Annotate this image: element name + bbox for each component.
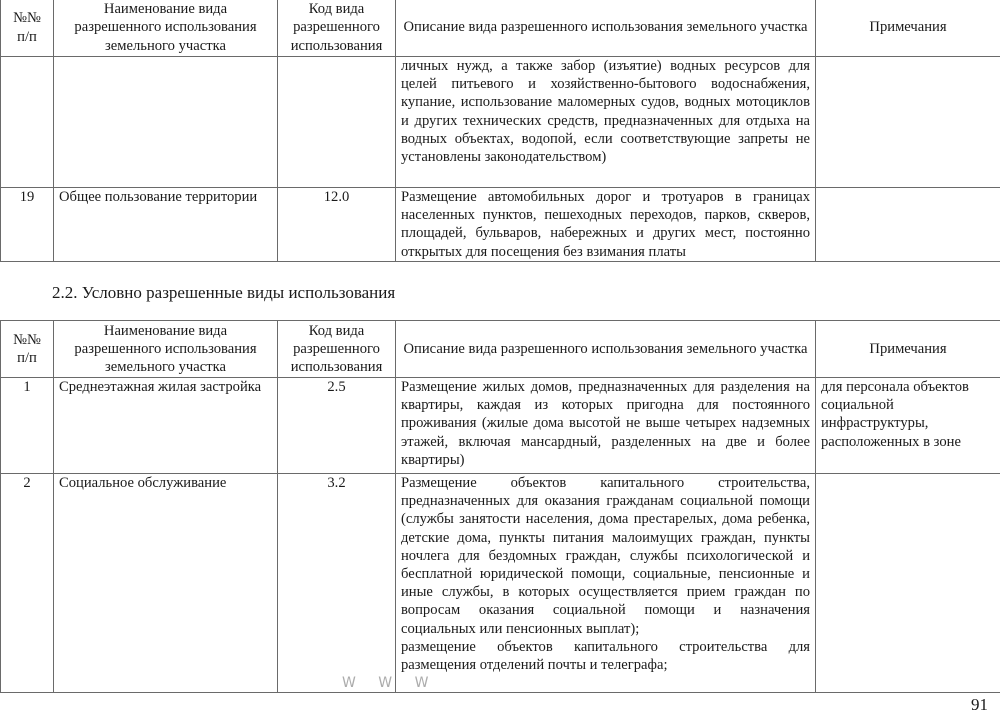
table-row bbox=[1, 474, 1000, 693]
cell-num: 2 bbox=[1, 474, 54, 693]
page-number: 91 bbox=[971, 695, 988, 715]
cell-notes bbox=[816, 57, 1000, 188]
table-header-row bbox=[1, 321, 1000, 378]
header-description: Описание вида разрешенного использования земельного участка bbox=[396, 0, 816, 57]
cell-code: 12.0 bbox=[278, 188, 396, 262]
header-name: Наименование вида разрешенного использования земельного участка bbox=[54, 0, 278, 57]
cell-description bbox=[396, 474, 816, 693]
table-header-row bbox=[1, 0, 1000, 57]
header-num: №№ п/п bbox=[1, 321, 54, 378]
conditional-uses-table bbox=[0, 320, 1000, 693]
cell-description bbox=[396, 188, 816, 262]
description-text: личных нужд, а также забор (изъятие) водных ресурсов для целей питьевого и хозяйственно-бытового водоснабжения, купание, использование маломерных судов, водных мотоциклов и других технических средств, предназначенных для отдыха на водных объектах, водопой, если соответствующие запреты не установлены законодательством) bbox=[401, 57, 810, 166]
header-notes: Примечания bbox=[816, 321, 1000, 378]
table-row bbox=[1, 378, 1000, 474]
cell-code: 2.5 bbox=[278, 378, 396, 474]
header-code: Код вида разрешенного использования bbox=[278, 321, 396, 378]
cell-num: 1 bbox=[1, 378, 54, 474]
table-row bbox=[1, 188, 1000, 262]
description-paragraph: размещение объектов капитального строительства для размещения отделений почты и телеграфа; bbox=[401, 638, 810, 674]
description-text: Размещение автомобильных дорог и тротуаров в границах населенных пунктов, пешеходных переходов, парков, скверов, площадей, бульваров, набережных и других мест, постоянно открытых для посещения без взимания платы bbox=[401, 188, 810, 261]
header-code: Код вида разрешенного использования bbox=[278, 0, 396, 57]
cell-num: 19 bbox=[1, 188, 54, 262]
cell-name bbox=[54, 57, 278, 188]
cell-name: Среднеэтажная жилая застройка bbox=[54, 378, 278, 474]
watermark: W W W bbox=[342, 675, 437, 691]
description-paragraph: Размещение объектов капитального строительства, предназначенных для оказания гражданам социальной помощи (службы занятости населения, дома престарелых, дома ребенка, детские дома, пункты питания малоимущих граждан, пункты ночлега для бездомных граждан, службы психологической и бесплатной юридической помощи, социальные, пенсионные и иные службы, в которых осуществляется прием граждан по вопросам оказания социальной помощи и назначения социальных или пенсионных выплат); bbox=[401, 474, 810, 638]
header-name: Наименование вида разрешенного использования земельного участка bbox=[54, 321, 278, 378]
cell-description bbox=[396, 378, 816, 474]
section-heading: 2.2. Условно разрешенные виды использования bbox=[52, 283, 395, 303]
cell-description bbox=[396, 57, 816, 188]
header-description: Описание вида разрешенного использования земельного участка bbox=[396, 321, 816, 378]
permitted-uses-table bbox=[0, 0, 1000, 262]
cell-num bbox=[1, 57, 54, 188]
cell-notes bbox=[816, 188, 1000, 262]
table-row bbox=[1, 57, 1000, 188]
cell-code: 3.2 bbox=[278, 474, 396, 693]
header-notes: Примечания bbox=[816, 0, 1000, 57]
cell-name: Социальное обслуживание bbox=[54, 474, 278, 693]
cell-notes bbox=[816, 474, 1000, 693]
cell-code bbox=[278, 57, 396, 188]
cell-name: Общее пользование территории bbox=[54, 188, 278, 262]
description-text: Размещение жилых домов, предназначенных для разделения на квартиры, каждая из которых пригодна для постоянного проживания (жилые дома высотой не выше четырех надземных этажей, включая мансардный, разделенных на две и более квартиры) bbox=[401, 378, 810, 469]
cell-notes: для персонала объектов социальной инфраструктуры, расположенных в зоне bbox=[816, 378, 1000, 474]
header-num: №№ п/п bbox=[1, 0, 54, 57]
